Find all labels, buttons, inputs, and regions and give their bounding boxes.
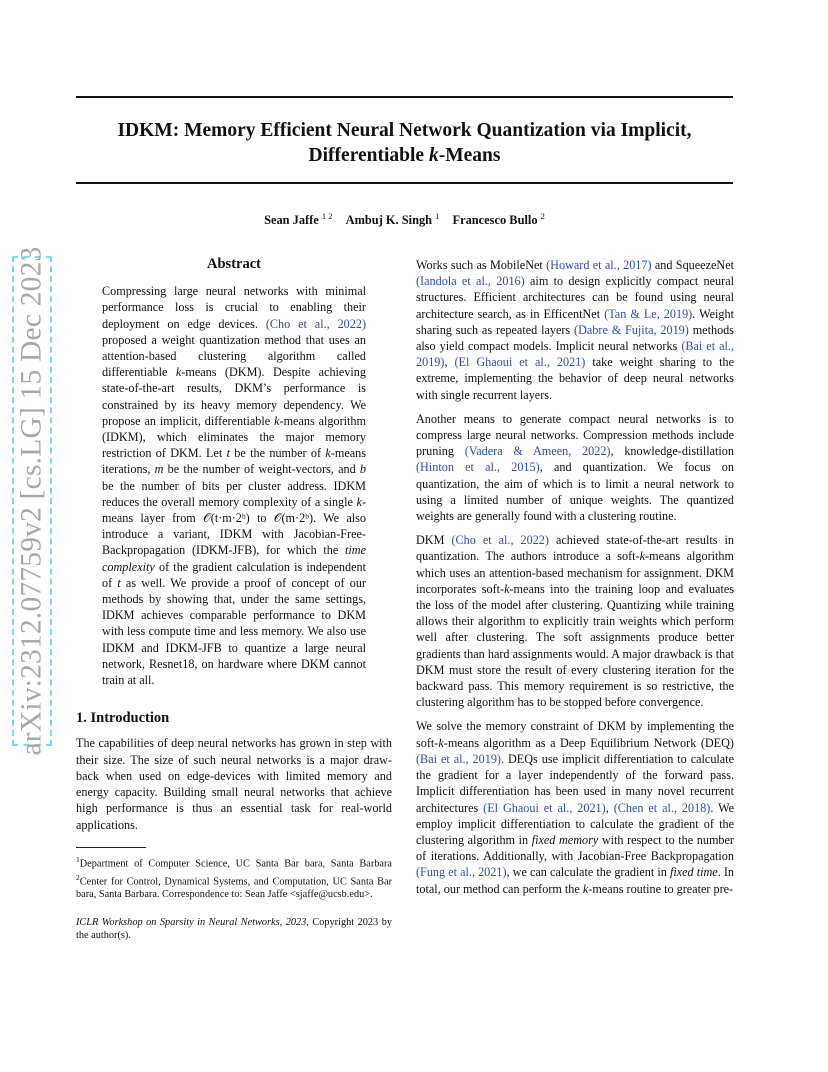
- citation-link[interactable]: (Iandola et al., 2016): [416, 274, 525, 289]
- intro-paragraph-1: The capabilities of deep neural networks has grown in step with their size. The size of such neural networks is a major draw-back when used on edge-devices with limited memory and energy capacity. Building small neural networks that achieve high performance is thus an essential task for real-world applications.: [76, 736, 392, 832]
- title-var-k: k: [428, 145, 439, 166]
- citation-link[interactable]: (Dabre & Fujita, 2019): [574, 322, 689, 337]
- citation-link[interactable]: (Fung et al., 2021): [416, 865, 507, 880]
- citation-link[interactable]: (El Ghaoui et al., 2021): [483, 800, 606, 815]
- body-paragraph-4: We solve the memory constraint of DKM by implementing the soft-k-means algorithm as a Deep Equilibrium Network (DEQ) (Bai et al., 2019). DEQs use implicit differentiation to calculate the gradient for a layer independently of the forward pass. Implicit differentiation has been used in many novel recurrent architectures (El Ghaoui et al., 2021), (Chen et al., 2018). We employ implicit differentiation to calculate the gradient of the clustering algorithm in fixed memory with respect to the number of iterations. Additionally, with Jacobian-Free Backpropagation (Fung et al., 2021), we can calculate the gradient in fixed time. In total, our method can perform the k-means routine to greater pre-: [416, 719, 735, 896]
- citation-link[interactable]: (El Ghaoui et al., 2021): [454, 355, 586, 370]
- arxiv-identifier-stamp[interactable]: [12, 246, 52, 756]
- citation-link[interactable]: (Vadera & Ameen, 2022): [464, 444, 611, 459]
- author-1: Sean Jaffe $^{1 2}$: [264, 211, 333, 228]
- citation-link[interactable]: (Cho et al., 2022): [265, 316, 366, 331]
- title-line-1: IDKM: Memory Efficient Neural Network Quantization via Implicit,: [117, 120, 692, 141]
- section-heading-introduction: 1. Introduction: [76, 710, 170, 727]
- math-complexity-to: 𝒪(m·2ᵇ): [273, 511, 314, 526]
- citation-link[interactable]: (Cho et al., 2022): [451, 533, 549, 548]
- math-complexity-from: 𝒪(t·m·2ᵇ): [203, 511, 250, 526]
- paper-title: [76, 118, 733, 168]
- citation-link[interactable]: (Hinton et al., 2015): [416, 460, 540, 475]
- abstract-heading: Abstract: [207, 256, 261, 272]
- right-column: [416, 257, 734, 905]
- body-paragraph-2: Another means to generate compact neural networks is to compress large neural networks. Compression methods include pruning (Vadera & Ameen, 2022), knowledge-distillation (Hinton et al., 2015), and quantization. We focus on quantization, the aim of which is to limit a neural network to using a limited number of unique weights. The quantized weights are generally found with a clustering routine.: [416, 411, 734, 524]
- title-rule-top: [76, 96, 733, 98]
- footnote-rule: [76, 847, 146, 848]
- citation-link[interactable]: (Chen et al., 2018): [613, 800, 711, 815]
- citation-link[interactable]: (Tan & Le, 2019): [604, 306, 693, 321]
- abstract-body: Compressing large neural networks with minimal performance loss is crucial to enabling their deployment on edge devices. (Cho et al., 2022) proposed a weight quantization method that uses an attention-based clustering algorithm called differentiable k-means (DKM). Despite achieving state-of-the-art results, DKM’s performance is constrained by its heavy memory dependency. We propose an implicit, differentiable k-means algorithm (IDKM), which eliminates the major memory restriction of DKM. Let t be the number of k-means iterations, m be the number of weight-vectors, and b be the number of bits per cluster address. IDKM reduces the overall memory complexity of a single k-means layer from 𝒪(t·m·2ᵇ) to 𝒪(m·2ᵇ). We also introduce a variant, IDKM with Jacobian-Free-Backpropagation (IDKM-JFB), for which the time complexity of the gradient calculation is independent of t as well. We provide a proof of concept of our methods by showing that, under the same settings, IDKM achieves comparable performance to DKM with less compute time and less memory. We also use IDKM and IDKM-JFB to quantize a large neural network, Resnet18, on hardware where DKM cannot train at all.: [102, 284, 367, 688]
- title-rule-bottom: [76, 182, 733, 184]
- footnote-venue: ICLR Workshop on Sparsity in Neural Networks, 2023, Copyright 2023 by the author(s).: [76, 916, 392, 942]
- body-paragraph-1: Works such as MobileNet (Howard et al., 2017) and SqueezeNet (Iandola et al., 2016) aim to design explicitly compact neural structures. Efficient architectures can be found using neural architecture search, as in EfficentNet (Tan & Le, 2019). Weight sharing such as repeated layers (Dabre & Fujita, 2019) methods also yield compact models. Implicit neural networks (Bai et al., 2019), (El Ghaoui et al., 2021) take weight sharing to the extreme, implementing the behavior of deep neural networks with single recurrent layers.: [416, 258, 735, 402]
- citation-link[interactable]: (Bai et al., 2019): [416, 751, 501, 766]
- citation-link[interactable]: (Bai et al., 2019): [416, 339, 734, 370]
- footnotes: [76, 847, 392, 943]
- author-2: Ambuj K. Singh $^1$: [345, 211, 440, 228]
- title-line-2-end: -Means: [438, 145, 501, 166]
- author-3: Francesco Bullo $^2$: [452, 211, 545, 228]
- arxiv-id-text: arXiv:2312.07759v2 [cs.LG] 15 Dec 2023: [15, 246, 48, 756]
- body-paragraph-3: DKM (Cho et al., 2022) achieved state-of-the-art results in quantization. The authors introduce a soft-k-means algorithm which uses an attention-based mechanism for assignment. DKM incorporates soft-k-means into the training loop and evaluates the loss of the model after clustering. Quantizing while training allows their algorithm to explicitly train weights which perform well after clustering. The soft assignments produce better gradients than hard assignments would. A major drawback is that DKM must store the result of every clustering iteration for the backward pass. This memory requirement is so restrictive, the clustering algorithm has to be stopped before convergence.: [416, 533, 735, 710]
- left-column: [76, 256, 392, 957]
- citation-link[interactable]: (Howard et al., 2017): [546, 258, 652, 272]
- author-list: [76, 211, 733, 228]
- title-line-2: Differentiable: [308, 145, 429, 166]
- footnote-affiliations: $^1$Department of Computer Science, UC Santa Bar bara, Santa Barbara $^2$Center for Control, Dynamical Systems, and Computation, UC Santa Bar bara, Santa Barbara. Correspondence to: Sean Jaffe <sjaffe@ucsb.edu>.: [76, 854, 392, 901]
